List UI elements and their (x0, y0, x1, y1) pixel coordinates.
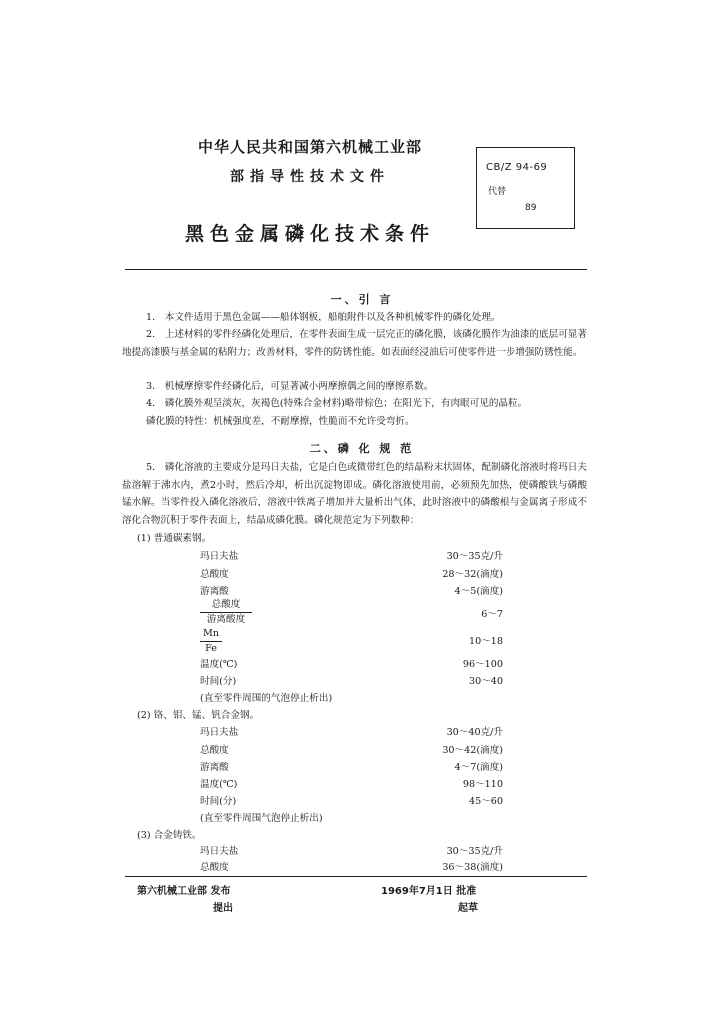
spec-value: 30～42(滴度) (442, 745, 503, 756)
spec-value: 30～35克/升 (446, 846, 503, 857)
fraction-numerator: Mn (200, 627, 222, 642)
document-title: 黑色金属磷化技术条件 (184, 223, 435, 245)
footer-divider (125, 876, 587, 877)
spec-value: 30～35克/升 (446, 551, 503, 562)
approval-date: 1969年7月1日 批准 (381, 886, 477, 897)
spec-label: 温度(℃) (200, 779, 238, 790)
spec-label: 玛日夫盐 (200, 551, 239, 562)
spec-label: 时间(分) (200, 796, 237, 807)
group-1-title: (1) 普通碳素钢。 (137, 533, 212, 544)
spec-label: 温度(℃) (200, 659, 238, 670)
spec-value: 96～100 (462, 659, 503, 670)
spec-value: 30～40 (468, 676, 503, 687)
spec-value: 6～7 (481, 609, 503, 620)
issuer: 第六机械工业部 发布 (137, 886, 231, 897)
paragraph-3: 3． 机械摩擦零件经磷化后，可显著减小两摩擦偶之间的摩擦系数。 (146, 381, 434, 392)
paragraph-6: 5． 磷化溶液的主要成分是玛日夫盐，它是白色或微带红色的结晶粉末状固体，配制磷化溶液时将玛日夫盐溶解于沸水内，煮2小时，然后冷却，析出沉淀物即成。磷化溶液使用前，必须预先加热，使磷酸铁与磷酸锰水解。当零件投入磷化溶液后，溶液中铁离子增加并大量析出气体，此时溶液中的磷酸根与金属离子形成不溶化合物沉积于零件表面上，结晶成磷化膜。磷化规范定为下列数种： (122, 462, 587, 526)
ministry-title: 中华人民共和国第六机械工业部 (197, 138, 422, 156)
spec-value: 30～40克/升 (446, 727, 503, 738)
paragraph-1: 1． 本文件适用于黑色金属——船体钢板，船舶附件以及各种机械零件的磷化处理。 (146, 312, 501, 323)
document-type: 部指导性技术文件 (230, 169, 390, 185)
standard-code: CB/Z 94-69 (486, 162, 548, 173)
spec-value: 36～38(滴度) (442, 862, 503, 873)
paragraph-4: 4． 磷化膜外观呈淡灰，灰褐色(特殊合金材料)略带棕色；在阳光下，有肉眼可见的晶粒。 (146, 398, 528, 409)
fraction-denominator: 游离酸度 (206, 614, 246, 625)
drafted-label: 起草 (458, 903, 478, 914)
spec-value: 10～18 (468, 636, 503, 647)
paragraph-2: 2． 上述材料的零件经磷化处理后，在零件表面生成一层完正的磷化膜，该磷化膜作为油漆的底层可显著地提高漆膜与基金属的粘附力；改善材料，零件的防锈性能。如表面经浸油后可使零件进一步增强防锈性能。 (122, 329, 587, 358)
paragraph-5: 磷化膜的特性：机械强度差，不耐摩擦，性脆而不允许受弯折。 (146, 416, 415, 427)
spec-label: 时间(分) (200, 676, 237, 687)
spec-value: 28～32(滴度) (442, 569, 503, 580)
fraction-numerator: 总酸度 (200, 598, 252, 613)
group-3-title: (3) 合金铸铁。 (137, 830, 202, 841)
spec-label: 玛日夫盐 (200, 727, 239, 738)
section-2-heading: 二、磷 化 规 范 (309, 442, 415, 455)
spec-note: (直至零件周围气泡停止析出) (200, 813, 323, 824)
spec-label: 总酸度 (200, 569, 229, 580)
spec-value: 4～5(滴度) (454, 586, 503, 597)
spec-value: 4～7(滴度) (454, 762, 503, 773)
section-1-heading: 一、引 言 (330, 293, 394, 306)
spec-label: 游离酸 (200, 586, 229, 597)
replaces-label: 代替 (488, 187, 507, 197)
replaces-number: 89 (525, 203, 537, 213)
spec-value: 98～110 (462, 779, 503, 790)
acid-ratio-fraction (200, 598, 252, 627)
group-2-title: (2) 铬、钼、锰、钒合金钢。 (137, 710, 260, 721)
spec-label: 游离酸 (200, 762, 229, 773)
proposed-label: 提出 (213, 903, 233, 914)
fraction-denominator: Fe (205, 643, 217, 654)
standard-number-box (476, 147, 575, 229)
spec-label: 总酸度 (200, 862, 229, 873)
spec-label: 玛日夫盐 (200, 846, 239, 857)
header-divider (125, 269, 587, 270)
spec-note: (直至零件周围的气泡停止析出) (200, 693, 333, 704)
spec-label: 总酸度 (200, 745, 229, 756)
spec-value: 45～60 (468, 796, 503, 807)
mn-fe-ratio-fraction (200, 627, 222, 656)
